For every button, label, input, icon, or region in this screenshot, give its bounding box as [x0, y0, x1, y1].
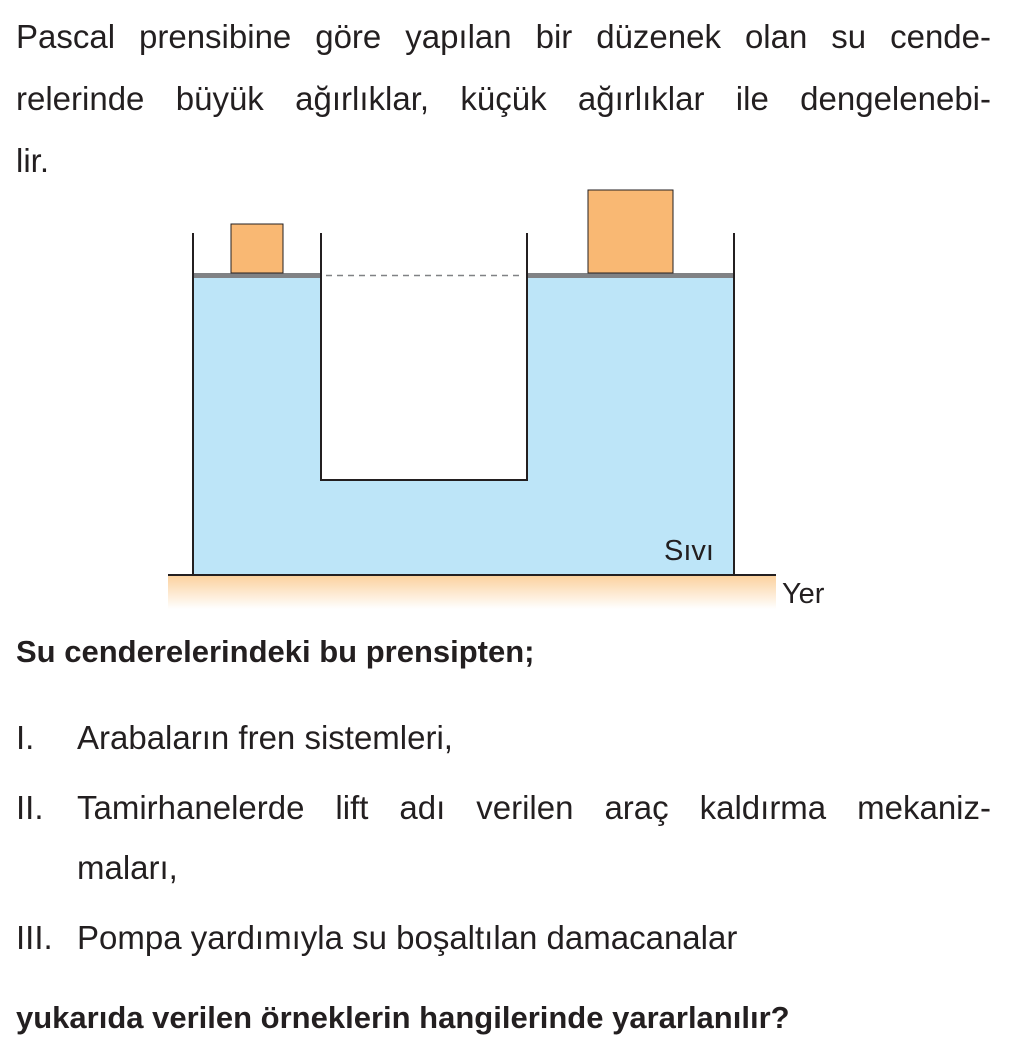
- option-ii: [16, 778, 991, 898]
- option-number: II.: [16, 789, 44, 826]
- intro-line-3: lir.: [16, 142, 49, 179]
- option-text: Arabaların fren sistemleri,: [77, 719, 453, 756]
- ground: [168, 575, 776, 609]
- question-prompt: Su cenderelerindeki bu prensipten;: [16, 634, 535, 669]
- small-weight: [231, 224, 283, 273]
- option-text-line-1: Tamirhanelerde lift adı verilen araç kaldırma mekaniz-: [77, 789, 991, 826]
- option-text: Pompa yardımıyla su boşaltılan damacanalar: [77, 919, 738, 956]
- liquid: [193, 277, 734, 574]
- option-i: [16, 708, 991, 768]
- question-text: yukarıda verilen örneklerin hangilerinde yararlanılır?: [16, 1000, 790, 1035]
- intro-line-2: relerinde büyük ağırlıklar, küçük ağırlıklar ile dengelenebi-: [16, 80, 991, 117]
- ground-label: Yer: [782, 578, 825, 610]
- option-iii: [16, 908, 991, 968]
- liquid-label: Sıvı: [664, 535, 714, 567]
- left-piston: [194, 273, 320, 278]
- right-piston: [528, 273, 733, 278]
- intro-line-1: Pascal prensibine göre yapılan bir düzenek olan su cende-: [16, 18, 991, 55]
- option-text-line-2: maları,: [77, 849, 178, 886]
- large-weight: [588, 190, 673, 273]
- option-number: III.: [16, 919, 53, 956]
- option-number: I.: [16, 719, 35, 756]
